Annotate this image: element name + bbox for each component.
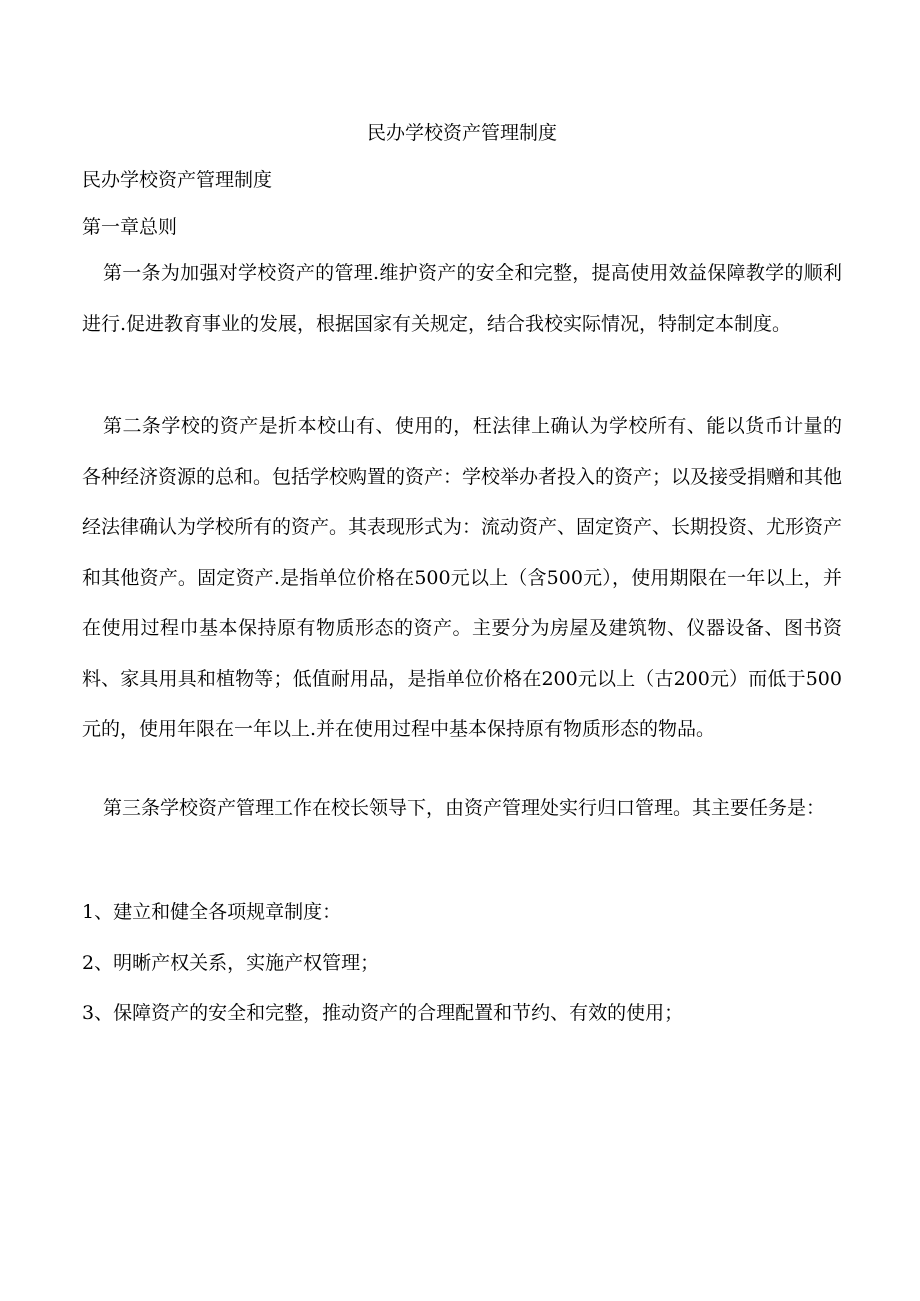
list-item-1: 1、建立和健全各项规章制度： <box>82 901 342 923</box>
document-subtitle: 民办学校资产管理制度 <box>82 169 273 191</box>
chapter-heading: 第一章总则 <box>82 216 178 238</box>
list-item-3: 3、保障资产的安全和完整，推动资产的合理配置和节约、有效的使用； <box>82 1002 684 1024</box>
list-item-2: 2、明晰产权关系，实施产权管理； <box>82 952 380 974</box>
article-3-paragraph: 第三条学校资产管理工作在校长领导下，由资产管理处实行归口管理。其主要任务是： <box>103 797 826 819</box>
article-1-paragraph: 第一条为加强对学校资产的管理.维护资产的安全和完整，提高使用效益保障教学的顺利进行.促进教育事业的发展，根据国家有关规定，结合我校实际情况，特制定本制度。 <box>82 262 842 335</box>
document-title: 民办学校资产管理制度 <box>366 122 557 144</box>
article-2-paragraph: 第二条学校的资产是折本校山有、使用的，枉法律上确认为学校所有、能以货币计量的各种经济资源的总和。包括学校购置的资产：学校举办者投入的资产；以及接受捐赠和其他经法律确认为学校所有的资产。其表现形式为：流动资产、固定资产、长期投资、尤形资产和其他资产。固定资产.是指单位价格在500元以上（含500元），使用期限在一年以上，并在使用过程巾基本保持原有物质形态的资产。主要分为房屋及建筑物、仪器设备、图书资料、家具用具和植物等；低值耐用品，是指单位价格在200元以上（古200元）而低于500元的，使用年限在一年以上.并在使用过程中基本保持原有物质形态的物品。 <box>82 415 843 740</box>
